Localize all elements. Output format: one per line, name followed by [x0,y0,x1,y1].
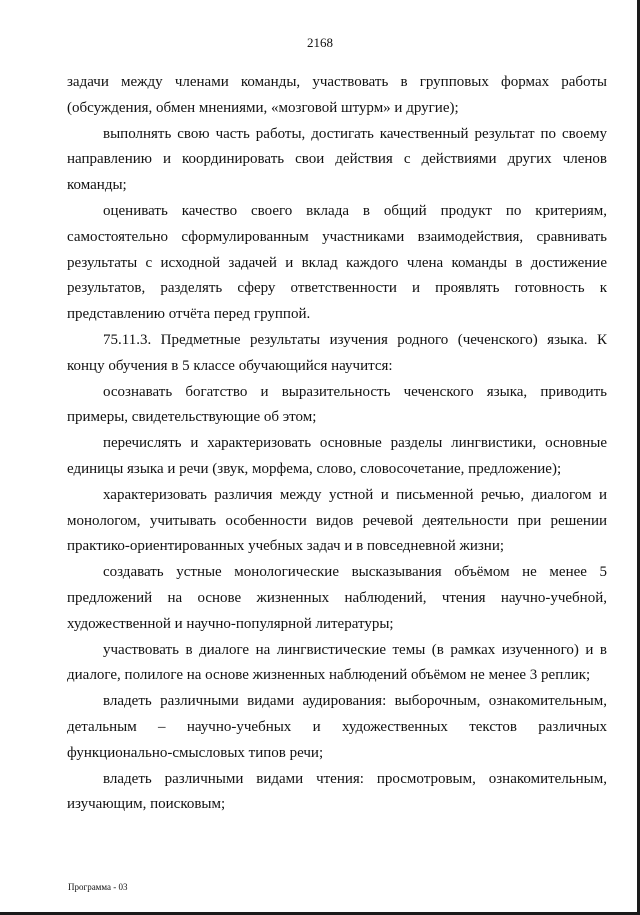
paragraph: выполнять свою часть работы, достигать качественный результат по своему направлению и координировать свои действия с действиями других членов команды; [67,125,607,194]
paragraph: оценивать качество своего вклада в общий продукт по критериям, самостоятельно сформулированным участниками взаимодействия, сравнивать результаты с исходной задачей и вклад каждого члена команды в достижение результатов, разделять сферу ответственности и проявлять готовность к представлению отчёта перед группой. [67,202,607,323]
document-body [67,70,607,818]
page-number: 2168 [307,35,333,50]
paragraph: характеризовать различия между устной и письменной речью, диалогом и монологом, учитывать особенности видов речевой деятельности при решении практико-ориентированных учебных задач и в повседневной жизни; [67,486,607,555]
footer-program-label: Программа - 03 [68,882,128,892]
paragraph-continued: задачи между членами команды, участвовать в групповых формах работы (обсуждения, обмен мнениями, «мозговой штурм» и другие); [67,74,607,116]
paragraph: владеть различными видами аудирования: выборочным, ознакомительным, детальным – научно-учебных и художественных текстов различных функционально-смысловых типов речи; [67,693,607,761]
paragraph: создавать устные монологические высказывания объёмом не менее 5 предложений на основе жизненных наблюдений, чтения научно-учебной, художественной и научно-популярной литературы; [67,564,607,632]
paragraph: перечислять и характеризовать основные разделы лингвистики, основные единицы языка и речи (звук, морфема, слово, словосочетание, предложение); [67,435,607,477]
paragraph: владеть различными видами чтения: просмотровым, ознакомительным, изучающим, поисковым; [67,770,607,813]
section-heading-paragraph: 75.11.3. Предметные результаты изучения родного (чеченского) языка. К концу обучения в 5 классе обучающийся научится: [67,331,607,374]
paragraph: осознавать богатство и выразительность чеченского языка, приводить примеры, свидетельствующие об этом; [67,383,607,426]
paragraph: участвовать в диалоге на лингвистические темы (в рамках изученного) и в диалоге, полилоге на основе жизненных наблюдений объёмом не менее 3 реплик; [67,641,607,684]
